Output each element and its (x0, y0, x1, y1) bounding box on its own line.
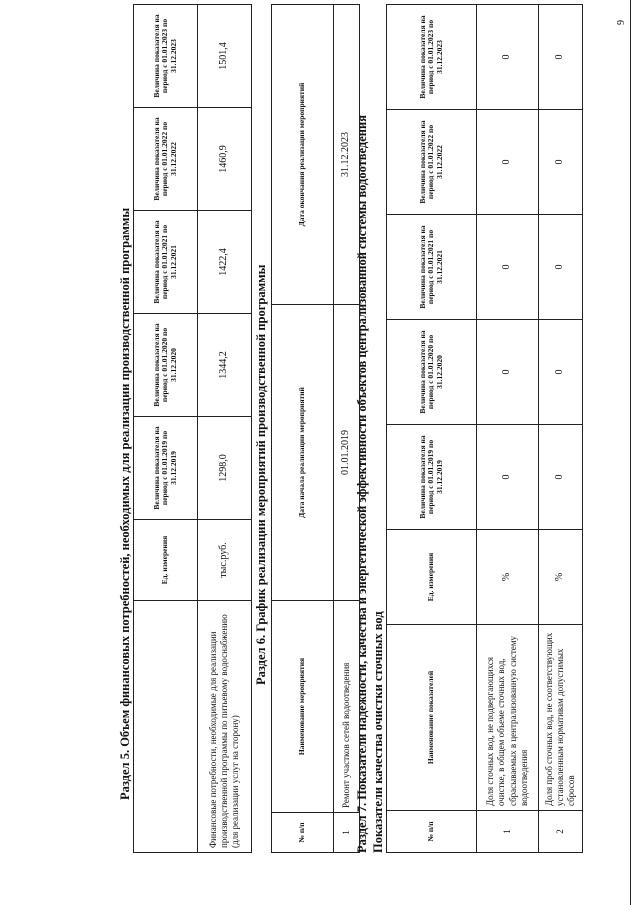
section6-title: Раздел 6. График реализации мероприятий производственной программы (254, 264, 268, 685)
page-number: 9 (616, 20, 627, 25)
section7-header-0: № п/п (387, 811, 477, 853)
section5-header-3: Величина показателя на период с 01.01.2020 по 31.12.2020 (134, 314, 198, 417)
table-row (198, 5, 252, 853)
section7-row2-cell-0: 2 (539, 811, 583, 853)
section7-row1-cell-2: % (477, 530, 539, 625)
section5-cell-4: 1422,4 (198, 211, 252, 314)
section7-row1-cell-3: 0 (477, 425, 539, 530)
section5-cell-1: тыс.руб. (198, 520, 252, 601)
section6-cell-2: 01.01.2019 (334, 305, 360, 601)
section7-row1-cell-0: 1 (477, 811, 539, 853)
section5-header-2: Величина показателя на период с 01.01.2019 по 31.12.2019 (134, 417, 198, 520)
section7-row1-cell-5: 0 (477, 215, 539, 320)
section7-row2-cell-4: 0 (539, 320, 583, 425)
section5-cell-2: 1298,0 (198, 417, 252, 520)
section7-row1-cell-1: Доля сточных вод, не подвергающихся очистке, в общем объеме сточных вод, сбрасываемых в централизованную систему водоотведения (477, 625, 539, 811)
section7-row1-cell-4: 0 (477, 320, 539, 425)
section7-subtitle: Показатели качества очистки сточных вод (371, 611, 385, 853)
section5-header-5: Величина показателя на период с 01.01.2022 по 31.12.2022 (134, 108, 198, 211)
section7-row1-cell-6: 0 (477, 110, 539, 215)
section6-cell-0: 1 (334, 813, 360, 853)
section6-table (271, 4, 360, 853)
section5-cell-6: 1501,4 (198, 5, 252, 108)
section7-header-4: Величина показателя на период с 01.01.2020 по 31.12.2020 (387, 320, 477, 425)
section7-row2-cell-2: % (539, 530, 583, 625)
section6-header-3: Дата окончания реализации мероприятий (272, 5, 334, 305)
section5-header-4: Величина показателя на период с 01.01.2021 по 31.12.2021 (134, 211, 198, 314)
section7-header-5: Величина показателя на период с 01.01.2021 по 31.12.2021 (387, 215, 477, 320)
section7-row2-cell-6: 0 (539, 110, 583, 215)
section7-header-row (387, 5, 477, 853)
table-row (539, 5, 583, 853)
section5-header-row (134, 5, 198, 853)
section7-header-1: Наименование показателей (387, 625, 477, 811)
section6-header-1: Наименование мероприятия (272, 601, 334, 813)
section7-row2-cell-3: 0 (539, 425, 583, 530)
section7-header-2: Ед. измерения (387, 530, 477, 625)
section6-header-row (272, 5, 334, 853)
section7-row2-cell-7: 0 (539, 5, 583, 110)
table-row (477, 5, 539, 853)
section7-header-7: Величина показателя на период с 01.01.2023 по 31.12.2023 (387, 5, 477, 110)
section5-header-6: Величина показателя на период с 01.01.2023 по 31.12.2023 (134, 5, 198, 108)
page-edge-line (630, 0, 631, 905)
section7-header-3: Величина показателя на период с 01.01.2019 по 31.12.2019 (387, 425, 477, 530)
section6-header-0: № п/п (272, 813, 334, 853)
section7-row1-cell-7: 0 (477, 5, 539, 110)
section6-cell-3: 31.12.2023 (334, 5, 360, 305)
section5-cell-0: Финансовые потребности, необходимые для реализации производственной программы по питьевому водоснабжению (для реализации услуг на сторону) (198, 601, 252, 853)
section6-cell-1: Ремонт участков сетей водоотведения (334, 601, 360, 813)
section7-title: Раздел 7. Показатели надежности, качества и энергетической эффективности объектов централизованной системы водоотведения (355, 115, 369, 853)
section7-row2-cell-1: Доля проб сточных вод, не соответствующих установленным нормативам допустимых сбросов (539, 625, 583, 811)
section6-header-2: Дата начала реализации мероприятий (272, 305, 334, 601)
section5-cell-3: 1344,2 (198, 314, 252, 417)
section5-title: Раздел 5. Объем финансовых потребностей, необходимых для реализации производственной программы (118, 207, 132, 800)
section5-header-1: Ед. измерения (134, 520, 198, 601)
section5-table (133, 4, 252, 853)
section7-table (386, 4, 583, 853)
section5-cell-5: 1460,9 (198, 108, 252, 211)
section7-row2-cell-5: 0 (539, 215, 583, 320)
section7-header-6: Величина показателя на период с 01.01.2022 по 31.12.2022 (387, 110, 477, 215)
section5-header-0 (134, 601, 198, 853)
